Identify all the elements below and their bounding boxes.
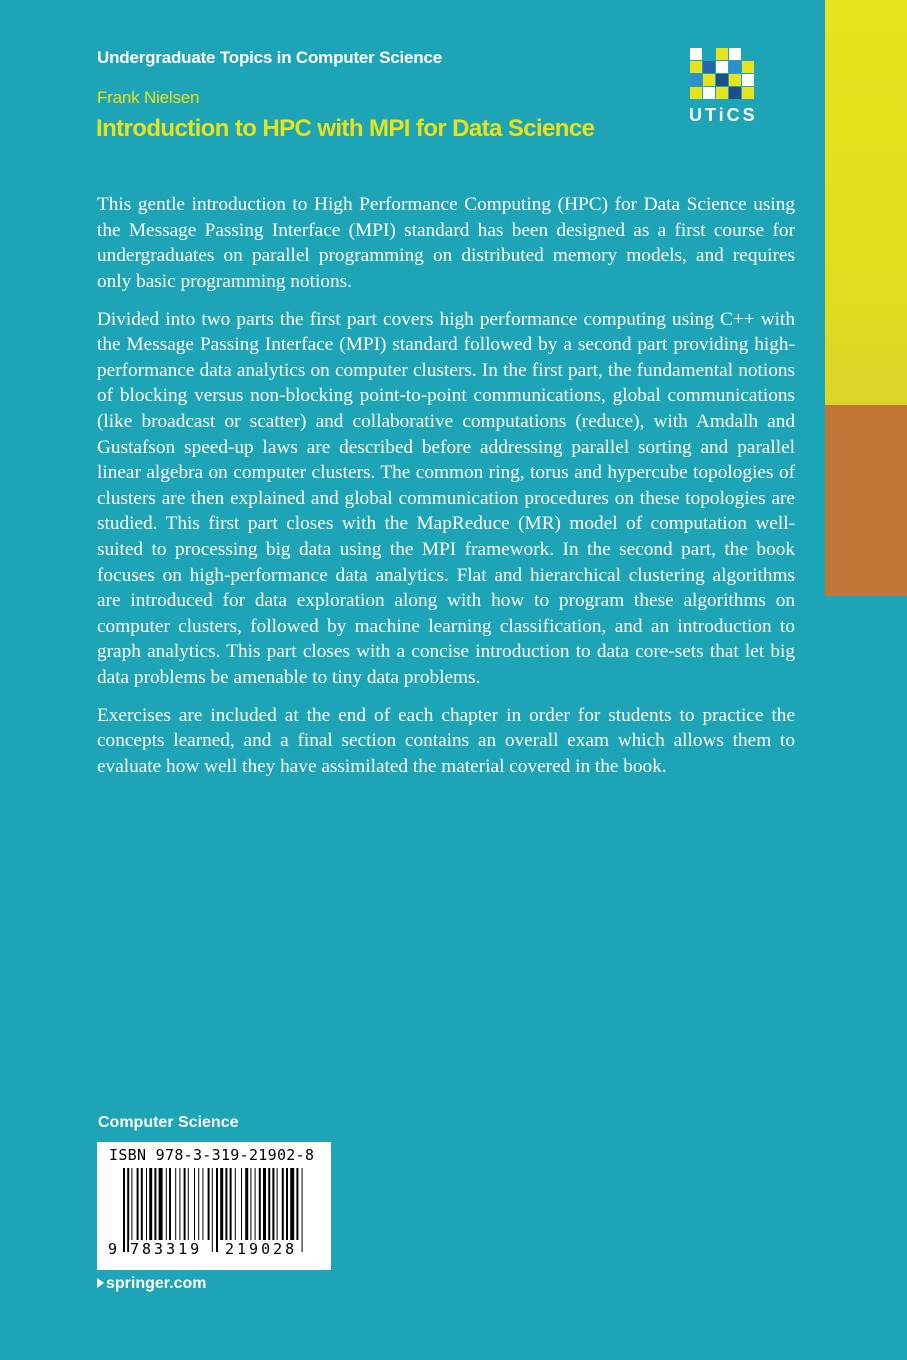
- barcode-bar: [216, 1168, 218, 1252]
- barcode-bar: [282, 1168, 284, 1240]
- logo-tile: [729, 48, 741, 60]
- barcode-bar: [272, 1168, 274, 1240]
- barcode-bar: [263, 1168, 266, 1240]
- logo-tile: [690, 61, 702, 73]
- logo-tile: [742, 74, 754, 86]
- arrow-right-icon: [97, 1278, 104, 1288]
- barcode-bar: [208, 1168, 210, 1240]
- barcode-bar: [179, 1168, 180, 1240]
- barcode-bar: [302, 1168, 303, 1252]
- barcode-bar: [225, 1168, 227, 1240]
- book-title: Introduction to HPC with MPI for Data Science: [96, 115, 595, 142]
- barcode-bar: [245, 1168, 248, 1240]
- barcode-bar: [290, 1168, 294, 1240]
- logo-tile: [703, 74, 715, 86]
- barcode-bar: [255, 1168, 256, 1240]
- barcode-bar: [149, 1168, 152, 1240]
- subject-category: Computer Science: [98, 1114, 239, 1131]
- barcode-bar: [286, 1168, 288, 1240]
- logo-tile: [716, 61, 728, 73]
- logo-tile: [716, 48, 728, 60]
- logo-tile: [716, 74, 728, 86]
- blurb-paragraph-1: This gentle introduction to High Performance Computing (HPC) for Data Science using the Message Passing Interface (MPI) standard has been designed as a first course for undergraduates on parallel programming on distributed memory models, and requires only basic programming notions.: [97, 194, 795, 292]
- barcode-bar: [220, 1168, 223, 1240]
- logo-tile: [742, 61, 754, 73]
- barcode-bar: [277, 1168, 278, 1240]
- logo-text: UTiCS: [689, 105, 758, 125]
- logo-tile: [690, 74, 702, 86]
- isbn-label: ISBN 978-3-319-21902-8: [109, 1146, 315, 1164]
- logo-mosaic: [690, 48, 755, 99]
- barcode-bar: [194, 1168, 195, 1240]
- orange-color-stripe: [825, 405, 907, 596]
- barcode-bar: [154, 1168, 156, 1240]
- barcode-bar: [159, 1168, 163, 1240]
- isbn-barcode: [97, 1142, 331, 1270]
- barcode-bar: [146, 1168, 147, 1240]
- barcode-bar: [131, 1168, 132, 1240]
- logo-tile: [716, 87, 728, 99]
- yellow-color-stripe: [825, 0, 907, 405]
- logo-tile: [729, 61, 741, 73]
- barcode-bar: [141, 1168, 143, 1240]
- blurb-paragraph-2: Divided into two parts the first part covers high performance computing using C++ with the Message Passing Interface (MPI) standard followed by a second part providing high-performance data analytics on computer clusters. In the first part, the fundamental notions of blocking versus non-blocking point-to-point communications, global communications (like broadcast or scatter) and collaborative computations (reduce), with Amdalh and Gustafson speed-up laws are described before addressing parallel sorting and parallel linear algebra on computer clusters. The common ring, torus and hypercube topologies of clusters are then explained and global communication procedures on these topologies are studied. This first part closes with the MapReduce (MR) model of computation well-suited to processing big data using the MPI framework. In the second part, the book focuses on high-performance data analytics. Flat and hierarchical clustering algorithms are introduced for data exploration along with how to program these algorithms on computer clusters, followed by machine learning classification, and an introduction to graph analytics. This part closes with a concise introduction to data core-sets that let big data problems be amenable to tiny data problems.: [97, 308, 795, 688]
- barcode-bar: [250, 1168, 251, 1240]
- back-cover-blurb: [97, 192, 795, 792]
- series-name: Undergraduate Topics in Computer Science: [97, 48, 442, 67]
- barcode-bar: [123, 1168, 125, 1252]
- barcode-bar: [198, 1168, 199, 1240]
- barcode-bar: [188, 1168, 189, 1240]
- website-link[interactable]: springer.com: [106, 1275, 207, 1292]
- publisher-website[interactable]: [97, 1275, 206, 1293]
- logo-tile: [690, 87, 702, 99]
- barcode-bar: [259, 1168, 261, 1240]
- blurb-paragraph-3: Exercises are included at the end of each chapter in order for students to practice the concepts learned, and a final section contains an overall exam which allows them to evaluate how well they have assimilated the material covered in the book.: [97, 704, 795, 777]
- barcode-bar: [137, 1168, 139, 1240]
- barcode-bar: [268, 1168, 270, 1240]
- barcode-bar: [296, 1168, 298, 1240]
- author-name: Frank Nielsen: [97, 88, 200, 107]
- logo-tile: [742, 87, 754, 99]
- barcode-group-right: 219028: [225, 1240, 298, 1258]
- logo-tile: [729, 74, 741, 86]
- logo-tile: [703, 87, 715, 99]
- barcode-lead-digit: 9: [108, 1240, 118, 1258]
- barcode-bar: [169, 1168, 171, 1240]
- barcode-bar: [235, 1168, 236, 1240]
- logo-tile: [703, 61, 715, 73]
- logo-tile: [703, 48, 715, 60]
- barcode-bar: [175, 1168, 176, 1240]
- barcode-bar: [241, 1168, 242, 1240]
- utics-logo: [689, 48, 758, 142]
- barcode-bar: [230, 1168, 232, 1240]
- logo-tile: [729, 87, 741, 99]
- logo-tile: [742, 48, 754, 60]
- barcode-bar: [166, 1168, 167, 1240]
- barcode-bar: [212, 1168, 213, 1252]
- logo-tile: [690, 48, 702, 60]
- barcode-group-left: 783319: [130, 1240, 203, 1258]
- barcode-bar: [184, 1168, 186, 1240]
- barcode-bar: [202, 1168, 203, 1240]
